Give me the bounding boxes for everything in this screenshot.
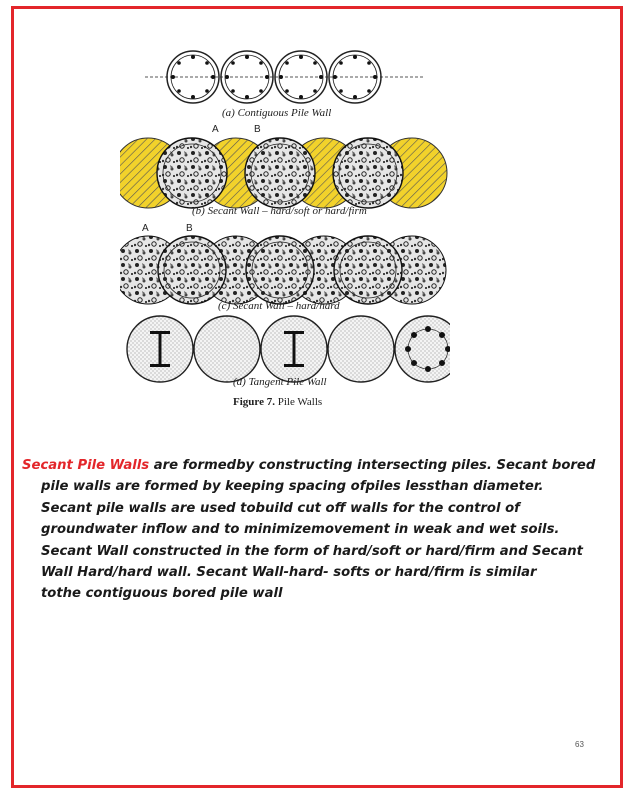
secant-wall-hard-soft (120, 138, 447, 208)
page-number: 63 (575, 740, 584, 749)
label-b-bottom: B (186, 223, 193, 234)
body-paragraph (22, 455, 602, 605)
caption-contiguous-pile-wall: (a) Contiguous Pile Wall (222, 107, 332, 119)
paragraph-line-1 (22, 455, 602, 476)
label-a-top: A (212, 124, 219, 135)
caption-tangent-pile-wall: (d) Tangent Pile Wall (233, 376, 327, 388)
highlight-term: Secant Pile Walls (22, 458, 150, 473)
pile-walls-diagram (120, 38, 450, 418)
secant-wall-hard-hard (120, 236, 446, 304)
paragraph-line-6: Wall Hard/hard wall. Secant Wall-hard- softs or hard/firm is similar (41, 565, 537, 581)
caption-secant-hard-hard: (c) Secant Wall – hard/hard (218, 300, 340, 312)
label-b-top: B (254, 124, 261, 135)
caption-secant-hard-soft: (b) Secant Wall – hard/soft or hard/firm (192, 205, 367, 217)
paragraph-line-2: pile walls are formed by keeping spacing ofpiles lessthan diameter. (41, 479, 544, 495)
pile-walls-figure (120, 38, 450, 418)
paragraph-line-1-rest: are formedby constructing intersecting piles. Secant bored (149, 458, 596, 473)
contiguous-pile-wall (145, 51, 425, 103)
paragraph-line-4: groundwater inflow and to minimizemovement in weak and wet soils. (41, 522, 560, 538)
figure-title-number: Figure 7. (233, 396, 275, 408)
tangent-pile-wall (127, 316, 450, 382)
figure-title (233, 396, 322, 408)
paragraph-line-3: Secant pile walls are used tobuild cut off walls for the control of (41, 500, 520, 516)
paragraph-line-7: tothe contiguous bored pile wall (41, 586, 283, 602)
label-a-bottom: A (142, 223, 149, 234)
figure-title-text: Pile Walls (274, 396, 323, 408)
paragraph-line-5: Secant Wall constructed in the form of hard/soft or hard/firm and Secant (41, 543, 583, 559)
